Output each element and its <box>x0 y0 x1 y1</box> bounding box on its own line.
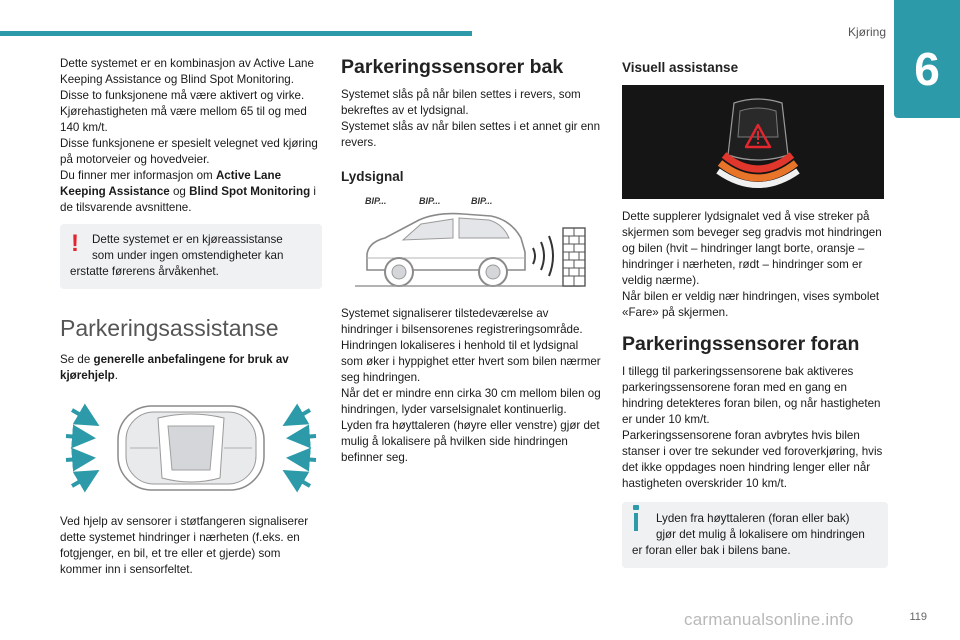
paragraph <box>622 364 888 428</box>
text-run: og <box>169 185 190 198</box>
rear-body-text <box>341 306 603 466</box>
watermark-text: carmanualsonline.info <box>684 610 854 629</box>
parking-display-screen-icon <box>622 85 884 199</box>
info-line-2: gjør det mulig å lokalisere om hindringen <box>656 528 865 541</box>
paragraph <box>60 514 322 578</box>
column-1 <box>60 56 322 578</box>
paragraph <box>341 386 603 418</box>
text-run: Dette supplerer lydsignalet ved å vise streker på skjermen som beveger seg gradvis mot hindringen og bilen (hvit – hindringer langt borte, oransje – hindringer i nærheten, rødt – hindringer som er veldig nærme). <box>622 210 882 287</box>
paragraph <box>60 88 322 104</box>
warning-line-2: som under ingen omstendigheter kan <box>92 249 284 262</box>
text-run: Ved hjelp av sensorer i støtfangeren signaliserer dette systemet hindringer i nærheten (f.eks. en fotgjenger, en bil, et tre eller et gjerde) som kommer inn i sensorfeltet. <box>60 515 309 576</box>
paragraph <box>622 428 888 492</box>
paragraph <box>341 306 603 338</box>
car-sensors-top-view-icon <box>60 396 322 500</box>
visual-body-text <box>622 209 888 321</box>
paragraph <box>622 209 888 289</box>
rear-intro-text <box>341 87 603 151</box>
page-number: 119 <box>909 611 927 623</box>
text-run: Disse to funksjonene må være aktivert og virke. <box>60 89 305 102</box>
warning-line-3: erstatte førerens årvåkenhet. <box>70 265 219 278</box>
section-title-front-sensors: Parkeringssensorer foran <box>622 333 860 355</box>
outro-text <box>60 514 322 578</box>
info-icon <box>633 505 639 510</box>
text-run: generelle anbefalingene for bruk av kjørehjelp <box>60 353 289 382</box>
paragraph <box>341 119 603 151</box>
car-reversing-wall-icon <box>341 192 603 292</box>
chapter-tab <box>894 0 960 118</box>
text-run: Disse funksjonene er spesielt velegnet ved kjøring på motorveier og hovedveier. <box>60 137 318 166</box>
section-title-parking-assistance: Parkeringsassistanse <box>60 315 279 341</box>
warning-box <box>60 224 322 289</box>
paragraph <box>622 289 888 321</box>
text-run: I tillegg til parkeringssensorene bak aktiveres parkeringssensorene foran med en gang en hindring detekteres foran bilen, og når hastigheten er under 10 km/t. <box>622 365 881 426</box>
text-run: Active Lane Keeping Assistance <box>60 169 282 198</box>
text-run: Blind Spot Monitoring <box>189 185 311 198</box>
text-run: Når bilen er veldig nær hindringen, vises symbolet «Fare» på skjermen. <box>622 290 880 319</box>
paragraph <box>60 56 322 88</box>
chapter-number: 6 <box>914 43 940 95</box>
header-accent-bar <box>0 31 472 36</box>
paragraph <box>60 136 322 168</box>
text-run: . <box>114 369 118 382</box>
column-2 <box>341 56 603 466</box>
text-run: Kjørehastigheten må være mellom 65 til og med 140 km/t. <box>60 105 307 134</box>
paragraph <box>341 418 603 466</box>
paragraph <box>60 104 322 136</box>
warning-icon: ! <box>71 230 79 257</box>
column-3 <box>622 56 888 568</box>
text-run: Dette systemet er en kombinasjon av Active Lane Keeping Assistance og Blind Spot Monitoring. <box>60 57 314 86</box>
text-run: Hindringen lokaliseres i henhold til et lydsignal som øker i hyppighet etter hvert som bilen nærmer seg hindringen. <box>341 339 601 384</box>
text-run: Når det er mindre enn cirka 30 cm mellom bilen og hindringen, lyder varselsignalet kontinuerlig. <box>341 387 601 416</box>
beep-label-3: BIP... <box>471 196 493 206</box>
see-recommendations <box>60 352 322 384</box>
beep-label-1: BIP... <box>365 196 387 206</box>
info-line-3: er foran eller bak i bilens bane. <box>632 544 791 557</box>
paragraph <box>60 168 322 216</box>
text-run: i de tilsvarende avsnittene. <box>60 185 316 214</box>
info-box <box>622 502 888 568</box>
section-title-rear-sensors: Parkeringssensorer bak <box>341 56 564 78</box>
front-body-text <box>622 364 888 492</box>
text-run: Se de <box>60 353 94 366</box>
text-run: Du finner mer informasjon om <box>60 169 216 182</box>
paragraph <box>60 352 322 384</box>
subheading-audible: Lydsignal <box>341 169 404 184</box>
text-run: Systemet slås av når bilen settes i et annet gir enn revers. <box>341 120 601 149</box>
chapter-name: Kjøring <box>847 25 886 39</box>
warning-line-1: Dette systemet er en kjøreassistanse <box>92 233 283 246</box>
intro-text <box>60 56 322 216</box>
info-line-1: Lyden fra høyttaleren (foran eller bak) <box>656 512 850 525</box>
text-run: Systemet signaliserer tilstedeværelse av hindringer i bilsensorenes registreringsområde. <box>341 307 583 336</box>
text-run: Parkeringssensorene foran avbrytes hvis bilen stanser i over tre sekunder ved foroverkjøring, hvis det ikke oppdages noen hindring lenger eller når hastigheten overskrider 10 km/t. <box>622 429 883 490</box>
text-run: Lyden fra høyttaleren (høyre eller venstre) gjør det mulig å lokalisere på hvilken side hindringen befinner seg. <box>341 419 600 464</box>
subheading-visual: Visuell assistanse <box>622 60 739 75</box>
paragraph <box>341 338 603 386</box>
paragraph <box>341 87 603 119</box>
beep-label-2: BIP... <box>419 196 441 206</box>
text-run: Systemet slås på når bilen settes i revers, som bekreftes av et lydsignal. <box>341 88 581 117</box>
